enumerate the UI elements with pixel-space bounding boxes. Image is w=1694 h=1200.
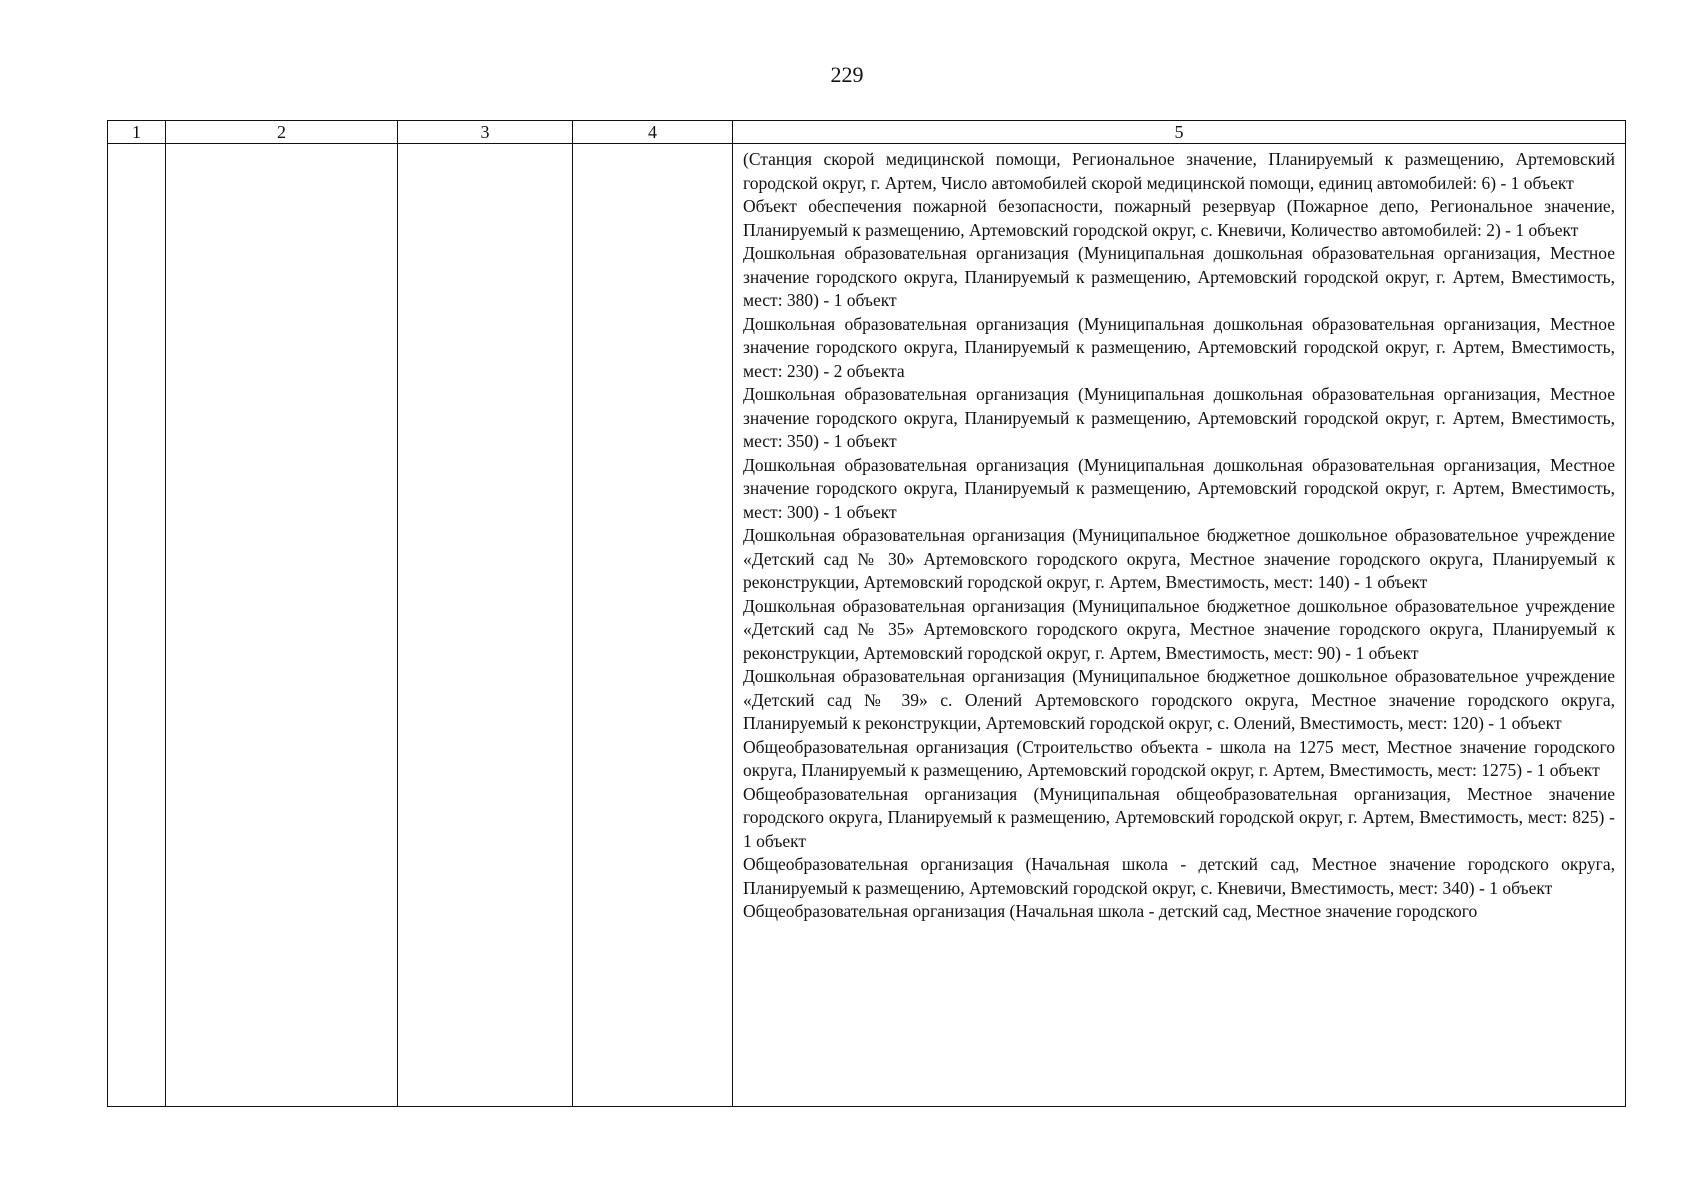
list-item: Общеобразовательная организация (Строительство объекта - школа на 1275 мест, Местное значение городского округа, Планируемый к размещению, Артемовский городской округ, г. Артем, Вместимость, мест: 1275) - 1 объект (743, 736, 1615, 780)
list-item: Дошкольная образовательная организация (Муниципальное бюджетное дошкольное образовательное учреждение «Детский сад № 39» с. Олений Артемовского городского округа, Местное значение городского округа, Планируемый к реконструкции, Артемовский городской округ, с. Олений, Вместимость, мест: 120) - 1 объект (743, 666, 1615, 733)
column-header-3: 3 (398, 121, 573, 144)
entries-list (733, 144, 1625, 1106)
list-item: Дошкольная образовательная организация (Муниципальное бюджетное дошкольное образовательное учреждение «Детский сад № 30» Артемовского городского округа, Местное значение городского округа, Планируемый к реконструкции, Артемовский городской округ, г. Артем, Вместимость, мест: 140) - 1 объект (743, 525, 1615, 592)
list-item: Общеобразовательная организация (Муниципальная общеобразовательная организация, Местное значение городского округа, Планируемый к размещению, Артемовский городской округ, г. Артем, Вместимость, мест: 825) - 1 объект (743, 783, 1615, 851)
list-item: Общеобразовательная организация (Начальная школа - детский сад, Местное значение городского (743, 901, 1478, 921)
column-header-5: 5 (733, 121, 1626, 144)
column-header-4: 4 (573, 121, 733, 144)
list-item: Объект обеспечения пожарной безопасности, пожарный резервуар (Пожарное депо, Региональное значение, Планируемый к размещению, Артемовский городской округ, с. Кневичи, Количество автомобилей: 2) - 1 объект (743, 196, 1615, 240)
document-table (107, 120, 1626, 1107)
cell-column-2 (166, 144, 398, 1107)
list-item: Общеобразовательная организация (Начальная школа - детский сад, Местное значение городского округа, Планируемый к размещению, Артемовский городской округ, с. Кневичи, Вместимость, мест: 340) - 1 объект (743, 854, 1615, 898)
list-item: Дошкольная образовательная организация (Муниципальное бюджетное дошкольное образовательное учреждение «Детский сад № 35» Артемовского городского округа, Местное значение городского округа, Планируемый к реконструкции, Артемовский городской округ, г. Артем, Вместимость, мест: 90) - 1 объект (743, 595, 1615, 663)
page-number: 229 (830, 62, 864, 87)
cell-column-4 (573, 144, 733, 1107)
list-item: Дошкольная образовательная организация (Муниципальная дошкольная образовательная организация, Местное значение городского округа, Планируемый к размещению, Артемовский городской округ, г. Артем, Вместимость, мест: 300) - 1 объект (743, 454, 1615, 522)
cell-column-1 (108, 144, 166, 1107)
list-item: Дошкольная образовательная организация (Муниципальная дошкольная образовательная организация, Местное значение городского округа, Планируемый к размещению, Артемовский городской округ, г. Артем, Вместимость, мест: 350) - 1 объект (743, 384, 1615, 451)
cell-column-5 (733, 144, 1626, 1107)
table-header-row (108, 121, 1626, 144)
table-row (108, 144, 1626, 1107)
cell-column-3 (398, 144, 573, 1107)
column-header-2: 2 (166, 121, 398, 144)
list-item: Дошкольная образовательная организация (Муниципальная дошкольная образовательная организация, Местное значение городского округа, Планируемый к размещению, Артемовский городской округ, г. Артем, Вместимость, мест: 380) - 1 объект (743, 243, 1615, 310)
list-item: Дошкольная образовательная организация (Муниципальная дошкольная образовательная организация, Местное значение городского округа, Планируемый к размещению, Артемовский городской округ, г. Артем, Вместимость, мест: 230) - 2 объекта (743, 313, 1615, 381)
list-item: (Станция скорой медицинской помощи, Региональное значение, Планируемый к размещению, Артемовский городской округ, г. Артем, Число автомобилей скорой медицинской помощи, единиц автомобилей: 6) - 1 объект (743, 149, 1615, 193)
column-header-1: 1 (108, 121, 166, 144)
